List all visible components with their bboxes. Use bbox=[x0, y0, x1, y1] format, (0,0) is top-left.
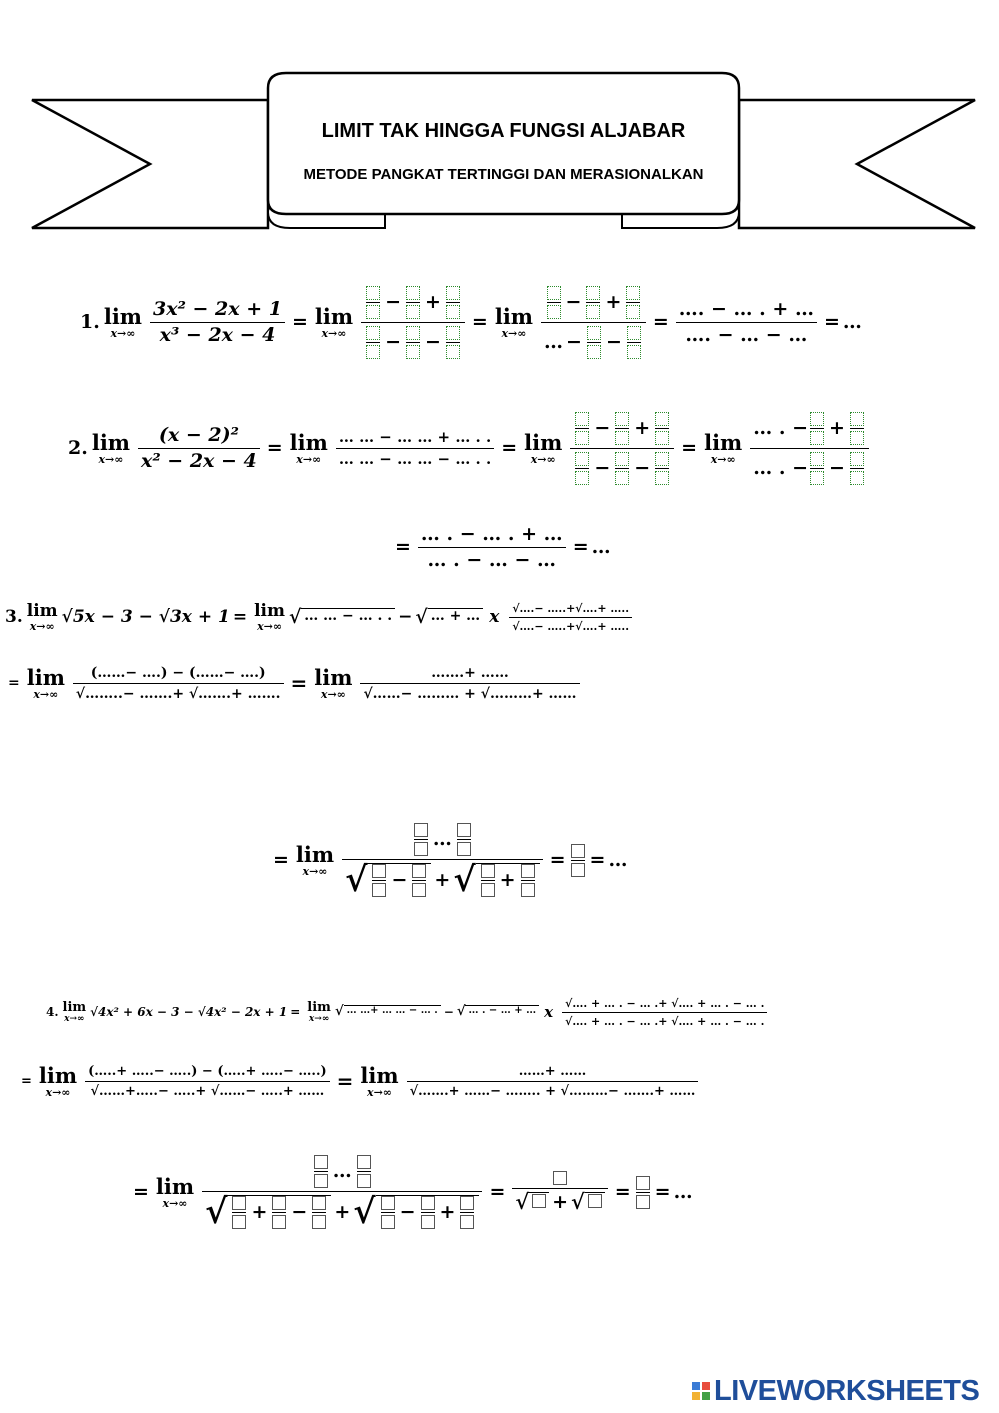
answer-box[interactable] bbox=[372, 864, 386, 878]
p4-box-fraction: … √ + − + √ − + bbox=[202, 1155, 482, 1229]
problem-3: 3. lim x→∞ √5x − 3 − √3x + 1 = lim x→∞ √ … … − … . . − √ … + … x √….− …..+√….+ ….. √….− …..+√….+ ….. bbox=[5, 594, 636, 640]
answer-box[interactable] bbox=[357, 1174, 371, 1188]
p2-expanded-fraction: … … − … … + … . . … … − … … − … . . bbox=[336, 430, 494, 467]
answer-box[interactable] bbox=[655, 431, 669, 445]
answer-box[interactable] bbox=[655, 471, 669, 485]
p4-root-fraction: √ + √ bbox=[512, 1171, 607, 1213]
problem-3-line2: = lim x→∞ (……− ….) − (……− ….) √……..− …….+ √…….+ ……. = lim x→∞ …….+ …… √……− ……… + √………+ …… bbox=[5, 654, 584, 712]
answer-box[interactable] bbox=[446, 286, 460, 300]
answer-box[interactable] bbox=[810, 431, 824, 445]
answer-box[interactable] bbox=[547, 286, 561, 300]
answer-box[interactable] bbox=[571, 863, 585, 877]
answer-box[interactable] bbox=[366, 305, 380, 319]
p1-answer-fraction: …. − … . + … …. − … − … bbox=[676, 300, 817, 345]
answer-box[interactable] bbox=[272, 1215, 286, 1229]
answer-box[interactable] bbox=[414, 823, 428, 837]
answer-box[interactable] bbox=[521, 883, 535, 897]
p4-conjugate: √…. + … . − … .+ √…. + … . − … . √…. + … . − … .+ √…. + … . − … . bbox=[562, 998, 767, 1027]
answer-box[interactable] bbox=[446, 326, 460, 340]
problem-1: 1. lim x→∞ 3x² − 2x + 1 x³ − 2x − 4 = lim x→∞ − + − − = lim x→∞ − + … − − = …. − … . + … …. − … − … = … bbox=[80, 268, 862, 376]
answer-box[interactable] bbox=[372, 883, 386, 897]
title-ribbon bbox=[0, 60, 999, 240]
answer-box[interactable] bbox=[655, 412, 669, 426]
answer-box[interactable] bbox=[547, 305, 561, 319]
answer-box[interactable] bbox=[272, 1196, 286, 1210]
answer-box[interactable] bbox=[587, 345, 601, 359]
answer-box[interactable] bbox=[588, 1194, 602, 1208]
answer-box[interactable] bbox=[412, 864, 426, 878]
worksheet-subtitle: METODE PANGKAT TERTINGGI DAN MERASIONALKAN bbox=[303, 166, 704, 183]
answer-box[interactable] bbox=[615, 452, 629, 466]
answer-box[interactable] bbox=[571, 844, 585, 858]
answer-box[interactable] bbox=[810, 471, 824, 485]
p2-result[interactable]: … bbox=[591, 535, 611, 558]
answer-box[interactable] bbox=[366, 286, 380, 300]
answer-box[interactable] bbox=[414, 842, 428, 856]
answer-box[interactable] bbox=[421, 1196, 435, 1210]
p1-result[interactable]: … bbox=[842, 310, 862, 333]
answer-box[interactable] bbox=[636, 1176, 650, 1190]
answer-box[interactable] bbox=[357, 1155, 371, 1169]
answer-box[interactable] bbox=[381, 1196, 395, 1210]
p3-box-fraction: … √ − + √ + bbox=[342, 823, 542, 897]
answer-box[interactable] bbox=[586, 305, 600, 319]
answer-box[interactable] bbox=[626, 305, 640, 319]
answer-box[interactable] bbox=[406, 286, 420, 300]
answer-box[interactable] bbox=[232, 1196, 246, 1210]
answer-box[interactable] bbox=[314, 1174, 328, 1188]
answer-box[interactable] bbox=[615, 412, 629, 426]
problem-4-line2: = lim x→∞ (…..+ …..− …..) − (…..+ …..− …..) √……+…..− …..+ √……− …..+ …… = lim x→∞ ……+ …… √…….+ ……− …….. + √………− …….+ …… bbox=[18, 1052, 702, 1110]
brand-logo-icon bbox=[692, 1382, 710, 1400]
answer-box[interactable] bbox=[481, 883, 495, 897]
answer-box[interactable] bbox=[412, 883, 426, 897]
answer-box[interactable] bbox=[366, 326, 380, 340]
problem-3-line3: = lim x→∞ … √ − + √ + = = … bbox=[270, 792, 627, 928]
answer-box[interactable] bbox=[532, 1194, 546, 1208]
problem-2-final: = … . − … . + … … . − … − … = … bbox=[395, 522, 611, 571]
brand-logo bbox=[692, 1375, 979, 1407]
problem-2: 2. lim x→∞ (x − 2)² x² − 2x − 4 = lim x→∞ … … − … … + … . . … … − … … − … . . = lim x→∞ − + − − = lim x→∞ … . − + … . − − bbox=[68, 394, 873, 502]
answer-box[interactable] bbox=[636, 1195, 650, 1209]
answer-box[interactable] bbox=[810, 452, 824, 466]
answer-box[interactable] bbox=[575, 471, 589, 485]
answer-box[interactable] bbox=[810, 412, 824, 426]
p3-result[interactable]: … bbox=[608, 848, 628, 871]
lim-operator: lim x→∞ bbox=[103, 303, 143, 340]
answer-box[interactable] bbox=[314, 1155, 328, 1169]
answer-box[interactable] bbox=[446, 305, 460, 319]
answer-box[interactable] bbox=[446, 345, 460, 359]
answer-box[interactable] bbox=[850, 471, 864, 485]
answer-box[interactable] bbox=[381, 1215, 395, 1229]
answer-box[interactable] bbox=[312, 1215, 326, 1229]
answer-box[interactable] bbox=[615, 471, 629, 485]
brand-name: LIVEWORKSHEETS bbox=[714, 1374, 980, 1407]
answer-box[interactable] bbox=[457, 842, 471, 856]
answer-box[interactable] bbox=[850, 412, 864, 426]
answer-box[interactable] bbox=[575, 452, 589, 466]
answer-box[interactable] bbox=[627, 326, 641, 340]
answer-box[interactable] bbox=[481, 864, 495, 878]
answer-box[interactable] bbox=[406, 345, 420, 359]
answer-box[interactable] bbox=[615, 431, 629, 445]
problem-4: 4. lim x→∞ √4x² + 6x − 3 − √4x² − 2x + 1 = lim x→∞ √ … …+ … … − … . − √ … . − … + … x √…. + … . − … .+ √…. + … . − … . √…. + … . − … .+ √…. + … . − … . bbox=[46, 988, 771, 1036]
answer-box[interactable] bbox=[586, 286, 600, 300]
answer-box[interactable] bbox=[460, 1215, 474, 1229]
answer-box[interactable] bbox=[232, 1215, 246, 1229]
p1-fraction: 3x² − 2x + 1 x³ − 2x − 4 bbox=[150, 300, 285, 345]
answer-box[interactable] bbox=[460, 1196, 474, 1210]
problem-4-line3: = lim x→∞ … √ + − + √ − + = √ + √ = = … bbox=[130, 1124, 693, 1260]
answer-box[interactable] bbox=[627, 345, 641, 359]
p2-step2-fraction: − + − − bbox=[570, 412, 674, 485]
answer-box[interactable] bbox=[366, 345, 380, 359]
worksheet-title: LIMIT TAK HINGGA FUNGSI ALJABAR bbox=[321, 120, 686, 142]
answer-box[interactable] bbox=[850, 431, 864, 445]
p3-conjugate: √….− …..+√….+ ….. √….− …..+√….+ ….. bbox=[509, 603, 632, 632]
answer-box[interactable] bbox=[421, 1215, 435, 1229]
p2-step3-fraction: … . − + … . − − bbox=[750, 412, 869, 485]
answer-box[interactable] bbox=[457, 823, 471, 837]
p2-fraction: (x − 2)² x² − 2x − 4 bbox=[138, 426, 260, 471]
p2-answer-fraction: … . − … . + … … . − … − … bbox=[418, 525, 566, 570]
answer-box[interactable] bbox=[406, 326, 420, 340]
p1-step2-fraction: − + … − − bbox=[541, 286, 646, 359]
answer-box[interactable] bbox=[553, 1171, 567, 1185]
answer-box[interactable] bbox=[626, 286, 640, 300]
answer-box[interactable] bbox=[406, 305, 420, 319]
answer-box[interactable] bbox=[575, 412, 589, 426]
p1-step1-fraction: − + − − bbox=[361, 286, 465, 359]
answer-box[interactable] bbox=[575, 431, 589, 445]
answer-box[interactable] bbox=[655, 452, 669, 466]
answer-box[interactable] bbox=[312, 1196, 326, 1210]
answer-box[interactable] bbox=[587, 326, 601, 340]
answer-box[interactable] bbox=[850, 452, 864, 466]
answer-box[interactable] bbox=[521, 864, 535, 878]
p4-result[interactable]: … bbox=[673, 1180, 693, 1203]
